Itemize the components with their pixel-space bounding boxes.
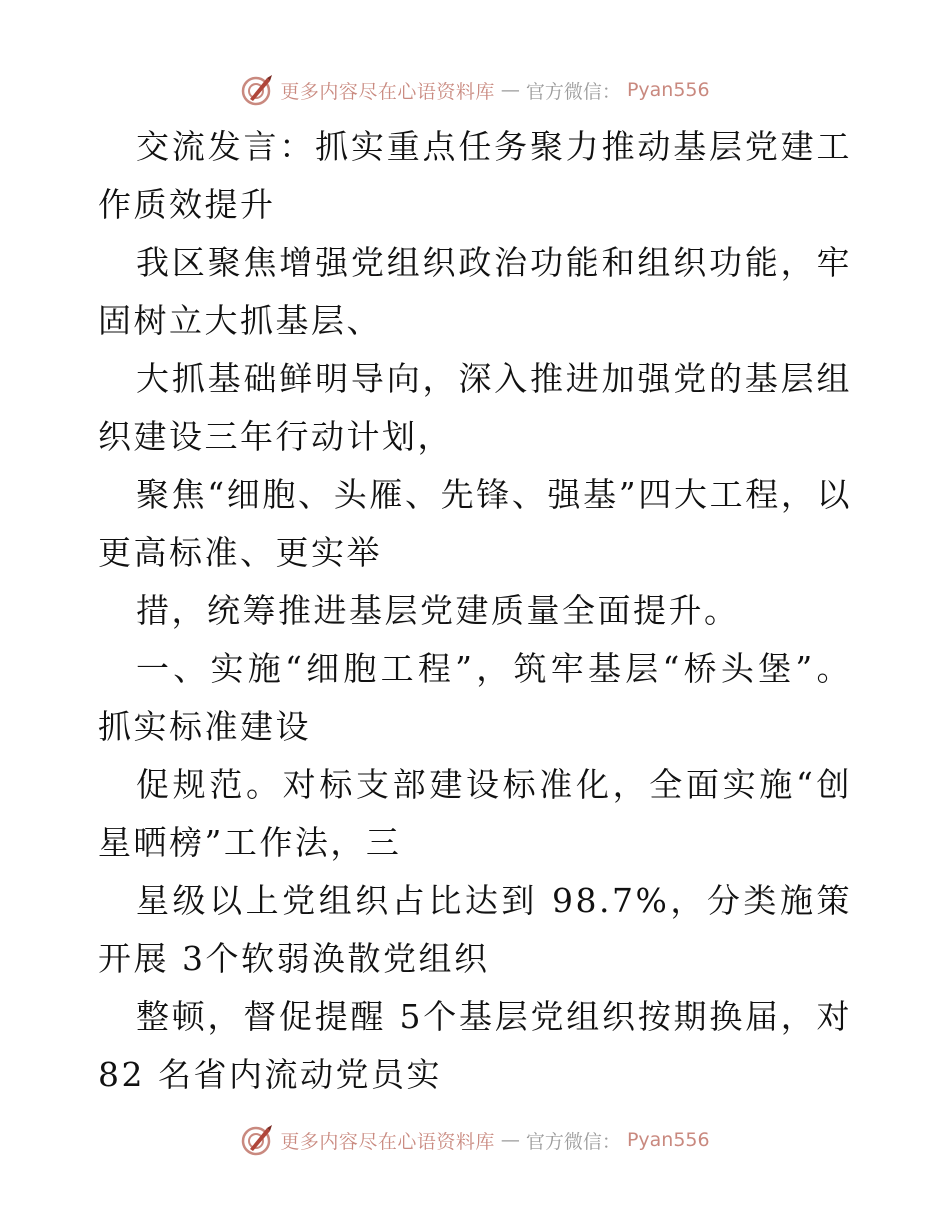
footer-watermark	[0, 1120, 950, 1160]
watermark-separator: —	[500, 79, 520, 101]
watermark-brand-text: 更多内容尽在心语资料库	[280, 80, 495, 103]
document-body	[98, 118, 852, 1104]
document-paragraph: 聚焦“细胞、头雁、先锋、强基”四大工程，以更高标准、更实举	[98, 475, 852, 572]
document-paragraph: 我区聚焦增强党组织政治功能和组织功能，牢固树立大抓基层、	[98, 243, 852, 340]
watermark-separator: —	[500, 1129, 520, 1151]
document-paragraph: 促规范。对标支部建设标准化，全面实施“创星晒榜”工作法，三	[98, 765, 852, 862]
watermark-wechat-id: Pyan556	[626, 79, 710, 101]
document-title: 交流发言：抓实重点任务聚力推动基层党建工作质效提升	[98, 127, 852, 224]
document-paragraph: 一、实施“细胞工程”，筑牢基层“桥头堡”。抓实标准建设	[98, 649, 852, 746]
watermark-wechat-id: Pyan556	[626, 1129, 710, 1151]
quill-logo-icon	[240, 73, 274, 107]
watermark-official-label: 官方微信：	[525, 1130, 621, 1153]
document-paragraph: 措，统筹推进基层党建质量全面提升。	[136, 591, 740, 630]
document-paragraph: 大抓基础鲜明导向，深入推进加强党的基层组织建设三年行动计划，	[98, 359, 852, 456]
header-watermark	[0, 70, 950, 110]
watermark-official-label: 官方微信：	[525, 80, 621, 103]
quill-logo-icon	[240, 1123, 274, 1157]
document-paragraph: 整顿，督促提醒 5个基层党组织按期换届，对 82 名省内流动党员实	[98, 997, 852, 1094]
watermark-brand-text: 更多内容尽在心语资料库	[280, 1130, 495, 1153]
document-paragraph: 星级以上党组织占比达到 98.7%，分类施策开展 3个软弱涣散党组织	[98, 881, 852, 978]
